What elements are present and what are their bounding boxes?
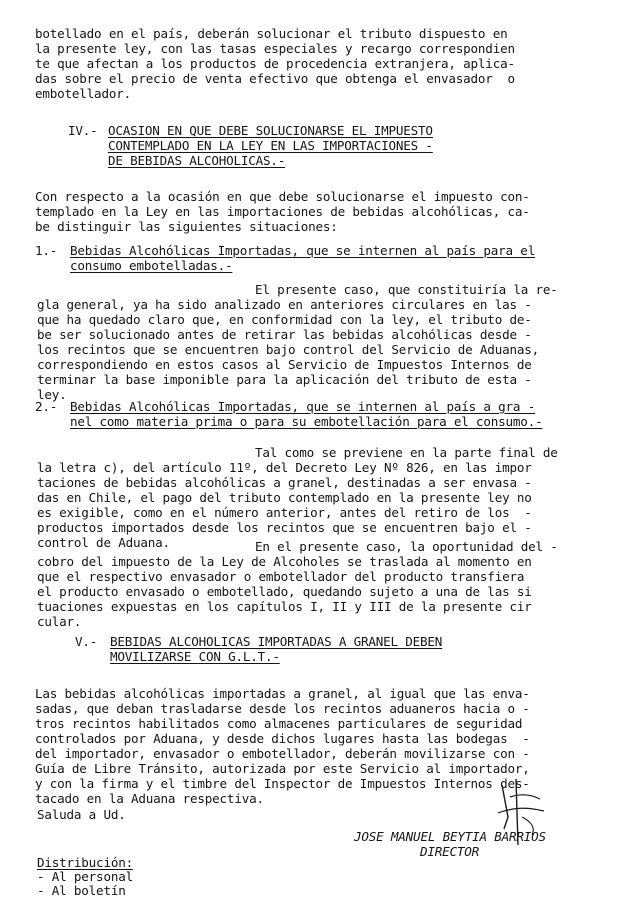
paragraph-line: taciones de bebidas alcohólicas a granel, destinadas a ser envasa - — [37, 475, 532, 490]
paragraph-line: tros recintos habilitados como almacenes particulares de seguridad — [35, 716, 523, 731]
paragraph-line: sadas, que deban trasladarse desde los recintos aduaneros hacia o - — [35, 701, 530, 716]
paragraph-line: la letra c), del artículo 11º, del Decreto Ley Nº 826, en las impor — [37, 460, 532, 475]
paragraph-line: productos importados desde los recintos que se encuentren bajo el - — [37, 520, 532, 535]
paragraph-line: terminar la base imponible para la aplicación del tributo de esta - — [37, 372, 532, 387]
distribution-heading: Distribución: — [37, 855, 133, 870]
signer-title: DIRECTOR — [420, 844, 480, 859]
paragraph-line: En el presente caso, la oportunidad del - — [255, 539, 558, 554]
paragraph-line: que ha quedado claro que, en conformidad con la ley, el tributo de- — [37, 312, 532, 327]
paragraph-line: correspondiendo en estos casos al Servicio de Impuestos Internos de — [37, 357, 532, 372]
distribution-item: - Al boletín — [37, 883, 126, 898]
paragraph-line: gla general, ya ha sido analizado en anteriores circulares en las - — [37, 297, 532, 312]
paragraph-line: cobro del impuesto de la Ley de Alcoholes se traslada al momento en — [37, 554, 532, 569]
paragraph-line: el producto envasado o embotellado, quedando sujeto a una de las si — [37, 584, 532, 599]
item-number: 2.- — [35, 399, 58, 414]
section-title-line: BEBIDAS ALCOHOLICAS IMPORTADAS A GRANEL DEBEN — [110, 634, 443, 649]
paragraph-line: be distinguir las siguientes situaciones: — [35, 219, 338, 234]
paragraph-line: los recintos que se encuentren bajo control del Servicio de Aduanas, — [37, 342, 539, 357]
paragraph-line: del importador, envasador o embotellador, deberán movilizarse con - — [35, 746, 530, 761]
intro-line: te que afectan a los productos de procedencia extranjera, aplica- — [35, 56, 515, 71]
intro-line: embotellador. — [35, 86, 131, 101]
section-title-line: OCASION EN QUE DEBE SOLUCIONARSE EL IMPUESTO — [108, 123, 433, 138]
salutation: Saluda a Ud. — [37, 807, 126, 822]
paragraph-line: tuaciones expuestas en los capítulos I, II y III de la presente cir — [37, 599, 532, 614]
paragraph-line: controlados por Aduana, y desde dichos lugares hasta las bodegas - — [35, 731, 530, 746]
distribution-item: - Al personal — [37, 869, 133, 884]
paragraph-line: ley. — [37, 387, 67, 402]
paragraph-line: Con respecto a la ocasión en que debe solucionarse el impuesto con- — [35, 189, 530, 204]
section-number: V.- — [75, 634, 98, 649]
paragraph-line: templado en la Ley en las importaciones de bebidas alcohólicas, ca- — [35, 204, 530, 219]
signer-name: JOSE MANUEL BEYTIA BARRIOS — [354, 829, 546, 844]
intro-line: das sobre el precio de venta efectivo que obtenga el envasador o — [35, 71, 515, 86]
paragraph-line: es exigible, como en el número anterior, antes del retiro de los - — [37, 505, 532, 520]
paragraph-line: cular. — [37, 614, 82, 629]
item-number: 1.- — [35, 243, 58, 258]
item-title-line: consumo embotelladas.- — [70, 258, 233, 273]
paragraph-line: que el respectivo envasador o embotellador del producto transfiera — [37, 569, 525, 584]
intro-line: botellado en el país, deberán solucionar el tributo dispuesto en — [35, 26, 508, 41]
paragraph-line: y con la firma y el timbre del Inspector de Impuestos Internos des- — [35, 776, 530, 791]
paragraph-line: Las bebidas alcohólicas importadas a granel, al igual que las enva- — [35, 686, 530, 701]
paragraph-line: tacado en la Aduana respectiva. — [35, 791, 264, 806]
paragraph-line: Tal como se previene en la parte final de — [255, 445, 558, 460]
section-title-line: DE BEBIDAS ALCOHOLICAS.- — [108, 153, 286, 168]
paragraph-line: control de Aduana. — [37, 535, 170, 550]
item-title-line: nel como materia prima o para su embotellación para el consumo.- — [70, 414, 543, 429]
section-number: IV.- — [68, 123, 98, 138]
item-title-line: Bebidas Alcohólicas Importadas, que se internen al país a gra - — [70, 399, 536, 414]
intro-line: la presente ley, con las tasas especiales y recargo correspondien — [35, 41, 515, 56]
section-title-line: MOVILIZARSE CON G.L.T.- — [110, 649, 280, 664]
paragraph-line: El presente caso, que constituiría la re- — [255, 282, 558, 297]
paragraph-line: be ser solucionado antes de retirar las bebidas alcohólicas desde - — [37, 327, 532, 342]
item-title-line: Bebidas Alcohólicas Importadas, que se internen al país para el — [70, 243, 536, 258]
paragraph-line: Guía de Libre Tránsito, autorizada por este Servicio al importador, — [35, 761, 530, 776]
section-title-line: CONTEMPLADO EN LA LEY EN LAS IMPORTACIONES - — [108, 138, 433, 153]
paragraph-line: das en Chile, el pago del tributo contemplado en la presente ley no — [37, 490, 532, 505]
